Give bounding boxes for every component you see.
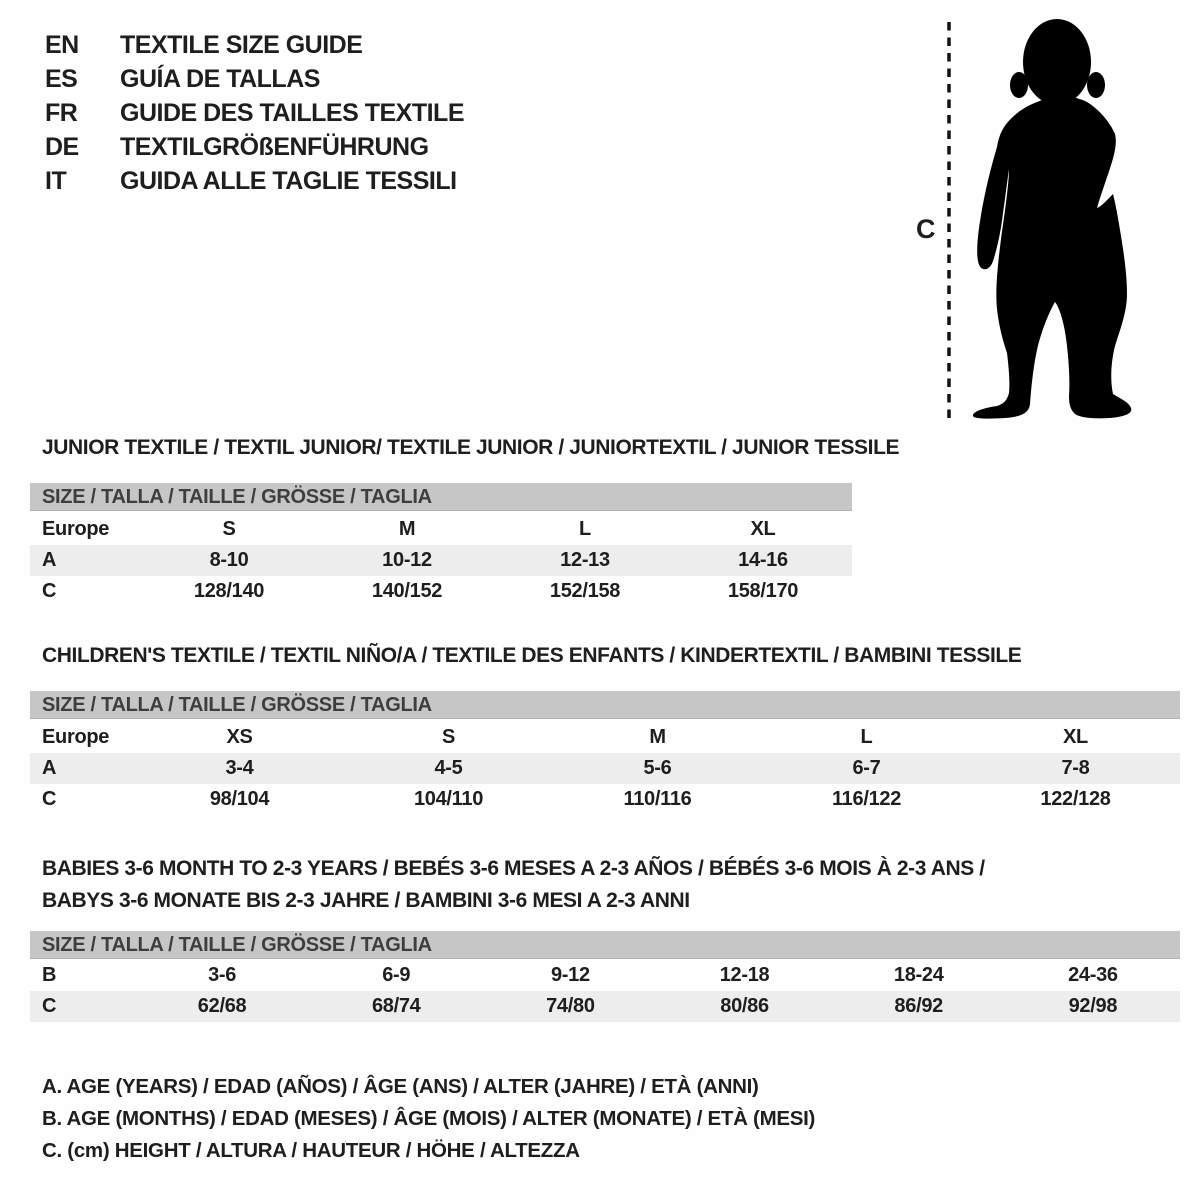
table-cell: 158/170: [727, 580, 799, 602]
table-cell: 152/158: [549, 580, 621, 602]
row-label: B: [42, 964, 57, 986]
table-cell: 12-13: [496, 545, 674, 576]
children-size-table: [30, 722, 1180, 815]
babies-title-line1: BABIES 3-6 MONTH TO 2-3 YEARS / BEBÉS 3-6 MESES A 2-3 AÑOS / BÉBÉS 3-6 MOIS À 2-3 ANS /: [42, 857, 985, 880]
table-cell: 14-16: [674, 545, 852, 576]
language-row-fr: [45, 96, 464, 130]
column-header: Europe: [42, 518, 110, 540]
table-cell: 68/74: [309, 991, 483, 1022]
legend-line-b: B. AGE (MONTHS) / EDAD (MESES) / ÂGE (MOIS) / ALTER (MONATE) / ETÀ (MESI): [42, 1107, 816, 1130]
table-cell: 98/104: [209, 788, 270, 810]
language-code: FR: [45, 98, 78, 127]
language-title: GUÍA DE TALLAS: [120, 64, 320, 93]
table-cell: 92/98: [1006, 991, 1180, 1022]
height-measure-label: C: [916, 214, 936, 244]
language-code: ES: [45, 64, 78, 93]
junior-size-header-bar: SIZE / TALLA / TAILLE / GRÖSSE / TAGLIA: [30, 483, 852, 511]
language-code: IT: [45, 166, 67, 195]
junior-size-table: [30, 514, 852, 607]
table-cell: 5-6: [553, 753, 762, 784]
height-dashed-line: [942, 20, 956, 420]
table-cell: 3-4: [135, 753, 344, 784]
table-cell: 18-24: [893, 964, 944, 986]
column-header: L: [579, 518, 591, 540]
table-cell: 122/128: [1040, 788, 1111, 810]
babies-title-line2: BABYS 3-6 MONATE BIS 2-3 JAHRE / BAMBINI 3-6 MESI A 2-3 ANNI: [42, 889, 690, 912]
column-header: S: [222, 518, 236, 540]
children-row-c: [30, 784, 1180, 815]
language-title: TEXTILGRÖßENFÜHRUNG: [120, 132, 429, 161]
language-title: GUIDE DES TAILLES TEXTILE: [120, 98, 465, 127]
children-column-header-row: [30, 722, 1180, 753]
babies-row-b: [30, 960, 1180, 991]
column-header: L: [860, 726, 873, 748]
toddler-head: [1023, 19, 1091, 105]
column-header: XL: [750, 518, 776, 540]
column-header: XS: [226, 726, 253, 748]
language-list: [45, 28, 464, 198]
table-cell: 62/68: [135, 991, 309, 1022]
legend-line-c: C. (cm) HEIGHT / ALTURA / HAUTEUR / HÖHE / ALTEZZA: [42, 1139, 580, 1162]
legend-line-a: A. AGE (YEARS) / EDAD (AÑOS) / ÂGE (ANS) / ALTER (JAHRE) / ETÀ (ANNI): [42, 1075, 759, 1098]
junior-row-a: [30, 545, 852, 576]
row-label: C: [42, 788, 57, 810]
children-section-title: CHILDREN'S TEXTILE / TEXTIL NIÑO/A / TEXTILE DES ENFANTS / KINDERTEXTIL / BAMBINI TESSILE: [42, 644, 1022, 667]
table-cell: 9-12: [550, 964, 590, 986]
toddler-body: [973, 96, 1131, 419]
table-cell: 7-8: [971, 753, 1180, 784]
column-header: XL: [1063, 726, 1088, 748]
table-cell: 3-6: [208, 964, 237, 986]
table-cell: 6-7: [762, 753, 971, 784]
row-label: C: [30, 991, 135, 1022]
table-cell: 6-9: [382, 964, 411, 986]
table-cell: 140/152: [371, 580, 443, 602]
language-code: EN: [45, 30, 79, 59]
table-cell: 4-5: [344, 753, 553, 784]
row-label: A: [30, 753, 135, 784]
row-label: A: [30, 545, 140, 576]
junior-section-title: JUNIOR TEXTILE / TEXTIL JUNIOR/ TEXTILE JUNIOR / JUNIORTEXTIL / JUNIOR TESSILE: [42, 436, 900, 459]
junior-column-header-row: [30, 514, 852, 545]
table-cell: 80/86: [657, 991, 831, 1022]
table-cell: 8-10: [140, 545, 318, 576]
language-row-de: [45, 130, 464, 164]
language-row-en: [45, 28, 464, 62]
column-header: M: [649, 726, 666, 748]
babies-section-title: [30, 853, 1180, 917]
junior-section: [30, 436, 900, 607]
language-row-es: [45, 62, 464, 96]
row-label: C: [42, 580, 57, 602]
children-section: [30, 645, 1180, 815]
children-size-header-bar: SIZE / TALLA / TAILLE / GRÖSSE / TAGLIA: [30, 691, 1180, 719]
table-cell: 110/116: [623, 788, 692, 810]
column-header: Europe: [42, 726, 110, 748]
table-cell: 128/140: [193, 580, 265, 602]
language-title: GUIDA ALLE TAGLIE TESSILI: [120, 166, 457, 195]
column-header: S: [441, 726, 456, 748]
babies-row-c: [30, 991, 1180, 1022]
language-code: DE: [45, 132, 79, 161]
children-row-a: [30, 753, 1180, 784]
table-cell: 24-36: [1068, 964, 1118, 986]
table-cell: 86/92: [832, 991, 1006, 1022]
table-cell: 10-12: [318, 545, 496, 576]
toddler-ear-left: [1010, 72, 1028, 98]
measurement-legend: [42, 1071, 815, 1167]
table-cell: 116/122: [831, 788, 902, 810]
toddler-ear-right: [1087, 72, 1105, 98]
language-row-it: [45, 164, 464, 198]
babies-size-header-bar: SIZE / TALLA / TAILLE / GRÖSSE / TAGLIA: [30, 931, 1180, 959]
language-title: TEXTILE SIZE GUIDE: [120, 30, 363, 59]
table-cell: 104/110: [413, 788, 484, 810]
babies-section: [30, 853, 1180, 1022]
babies-size-table: [30, 960, 1180, 1022]
table-cell: 74/80: [483, 991, 657, 1022]
column-header: M: [398, 518, 416, 540]
table-cell: 12-18: [719, 964, 770, 986]
toddler-silhouette-icon: [957, 12, 1149, 420]
junior-row-c: [30, 576, 852, 607]
